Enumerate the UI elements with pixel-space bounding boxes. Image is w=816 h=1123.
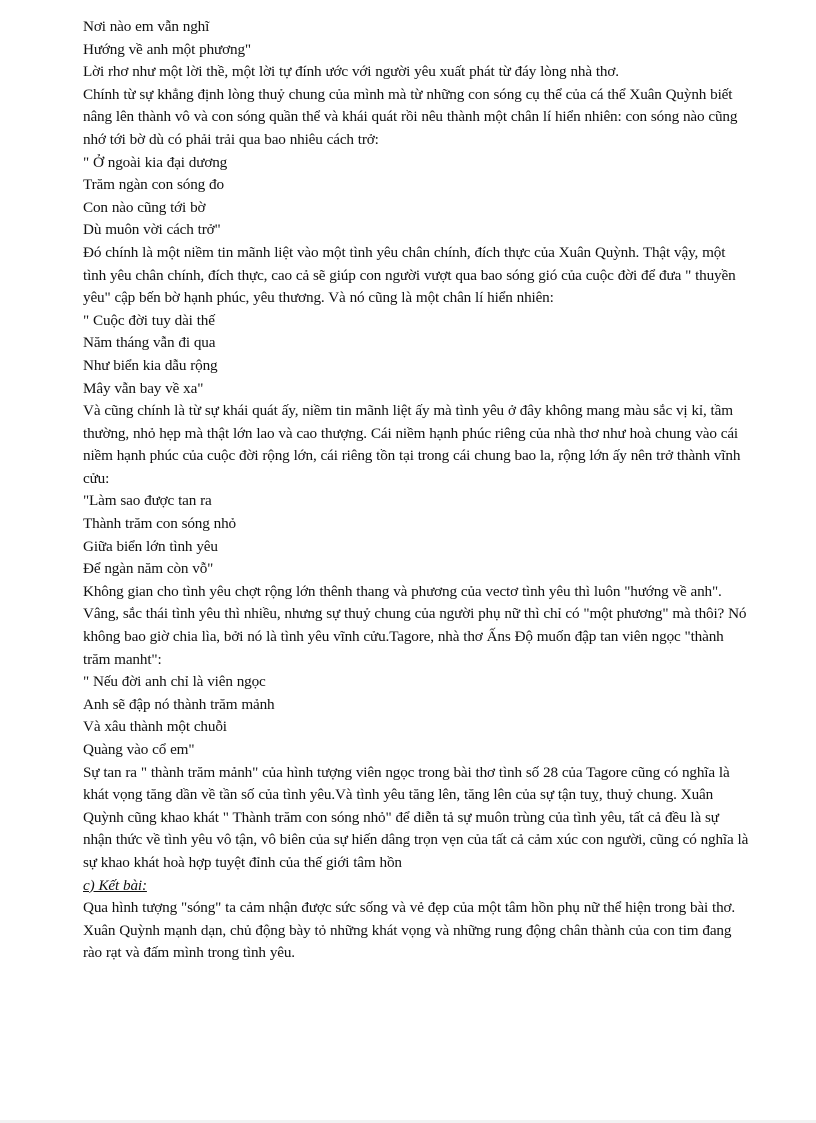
poem-line: Anh sẽ đập nó thành trăm mảnh [83, 695, 275, 713]
poem-line: " Ở ngoài kia đại dương [83, 153, 228, 171]
poem-line: Trăm ngàn con sóng đo [83, 176, 224, 194]
poem-line: " Nếu đời anh chỉ là viên ngọc [83, 673, 266, 691]
poem-line: Con nào cũng tới bờ [83, 198, 206, 216]
poem-line: Như biển kia dẫu rộng [83, 356, 218, 374]
paragraph: Qua hình tượng "sóng" ta cảm nhận được sức sống và vẻ đẹp của một tâm hồn phụ nữ thể hiện trong bài thơ. Xuân Quỳnh mạnh dạn, chủ động bày tỏ những khát vọng và những rung động chân thành của con tim đang rào rạt và đấm mình trong tình yêu. [83, 899, 736, 962]
paragraph: Chính từ sự khẳng định lòng thuỷ chung của mình mà từ những con sóng cụ thể của cá thể Xuân Quỳnh biết nâng lên thành vô và con sóng quần thể và khái quát rồi nêu thành một chân lí hiển nhiên: con sóng nào cũng nhớ tới bờ dù có phải trải qua bao nhiêu cách trở: [83, 85, 738, 148]
poem-line: Dù muôn vời cách trở" [83, 221, 221, 239]
poem-line: Năm tháng vẫn đi qua [83, 334, 216, 352]
poem-line: Thành trăm con sóng nhỏ [83, 515, 236, 533]
paragraph: Không gian cho tình yêu chợt rộng lớn thênh thang và phương của vectơ tình yêu thì luôn "hướng về anh". Vâng, sắc thái tình yêu thì nhiều, nhưng sự thuỷ chung của người phụ nữ thì chỉ có "một phương" mà thôi? Nó không bao giờ chia lìa, bởi nó là tình yêu vĩnh cửu.Tagore, nhà thơ Ấns Độ muốn đập tan viên ngọc "thành trăm manht": [83, 582, 747, 668]
paragraph: Và cũng chính là từ sự khái quát ấy, niềm tin mãnh liệt ấy mà tình yêu ở đây không mang màu sắc vị kỉ, tầm thường, nhỏ hẹp mà thật lớn lao và cao thượng. Cái niềm hạnh phúc riêng của nhà thơ như hoà chung vào cái niềm hạnh phúc của cuộc đời rộng lớn, cái riêng tồn tại trong cái chung bao la, rộng lớn ấy nên trở thành vĩnh cửu: [83, 402, 741, 487]
poem-line: Mây vẫn bay về xa" [83, 379, 204, 397]
poem-line: Và xâu thành một chuỗi [83, 718, 227, 736]
paragraph: Đó chính là một niềm tin mãnh liệt vào một tình yêu chân chính, đích thực của Xuân Quỳnh. Thật vậy, một tình yêu chân chính, đích thực, cao cả sẽ giúp con người vượt qua bao sóng gió của cuộc đời để đưa " thuyền yêu" cập bến bờ hạnh phúc, yêu thương. Và nó cũng là một chân lí hiển nhiên: [83, 243, 736, 307]
poem-line: Quàng vào cổ em" [83, 741, 195, 758]
poem-line: "Làm sao được tan ra [83, 492, 212, 510]
paragraph: Sự tan ra " thành trăm mảnh" của hình tượng viên ngọc trong bài thơ tình số 28 của Tagore cũng có nghĩa là khát vọng tăng dần về tần số của tình yêu.Và tình yêu tăng lên, tăng lên của sự tận tuỵ, thuỷ chung. Xuân Quỳnh cũng khao khát " Thành trăm con sóng nhỏ" để diễn tả sự muôn trùng của tình yêu, tất cả đều là sự nhận thức về tình yêu vô tận, vô biên của sự hiến dâng trọn vẹn của tất cả cảm xúc con người, cũng có nghĩa là sự khao khát hoà hợp tuyệt đỉnh của thế giới tâm hồn [83, 763, 749, 871]
document-body [83, 16, 751, 965]
poem-line: Giữa biển lớn tình yêu [83, 537, 218, 555]
poem-line: Để ngàn năm còn vỗ" [83, 560, 214, 578]
poem-line: Hướng về anh một phương" [83, 40, 251, 58]
section-heading-conclusion: c) Kết bài: [83, 876, 147, 894]
paragraph: Lời rhơ như một lời thề, một lời tự đính ước với người yêu xuất phát từ đáy lòng nhà thơ. [83, 63, 619, 81]
poem-line: Nơi nào em vẫn nghĩ [83, 18, 210, 35]
poem-line: " Cuộc đời tuy dài thế [83, 311, 215, 329]
